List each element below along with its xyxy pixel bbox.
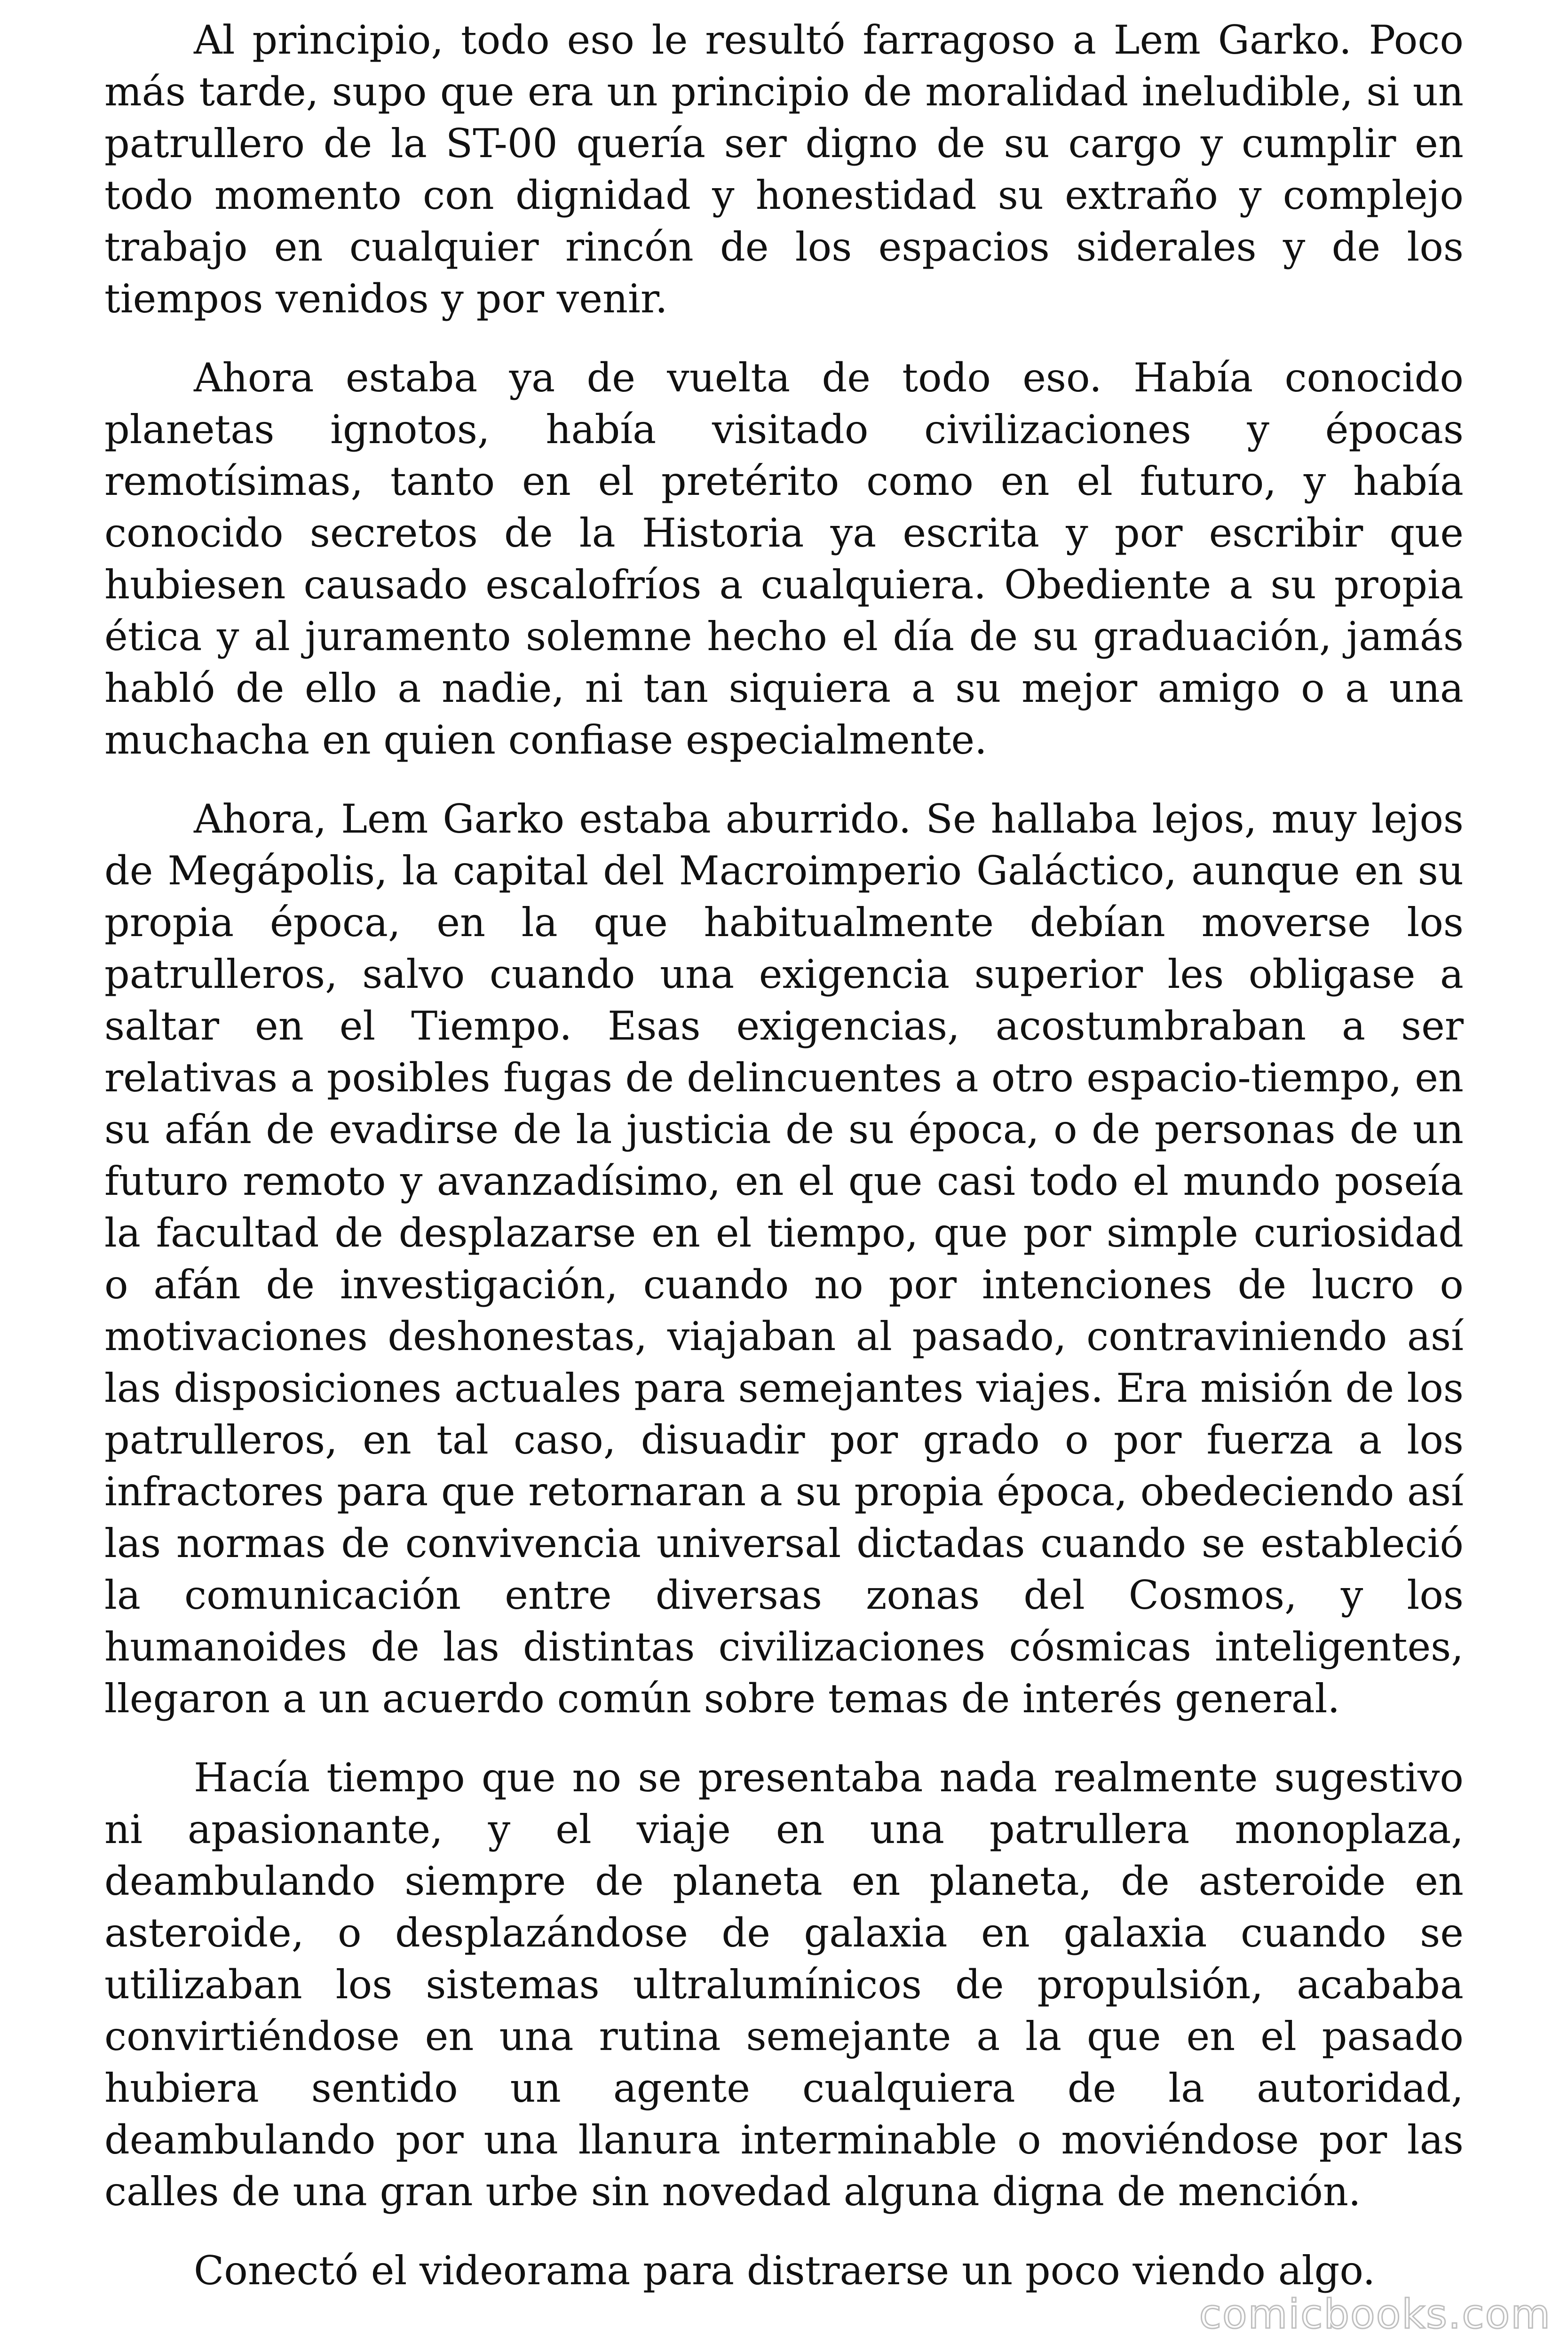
paragraph-4: Hacía tiempo que no se presentaba nada realmente sugestivo ni apasionante, y el viaje en una patrullera monoplaza, deambulando siempre de planeta en planeta, de asteroide en asteroide, o desplazándose de galaxia en galaxia cuando se utilizaban los sistemas ultralumínicos de propulsión, acababa convirtiéndose en una rutina semejante a la que en el pasado hubiera sentido un agente cualquiera de la autoridad, deambulando por una llanura interminable o moviéndose por las calles de una gran urbe sin novedad alguna digna de mención. — [104, 1755, 1464, 2215]
body-text — [104, 14, 1464, 2296]
watermark: comicbooks.com — [1199, 2291, 1551, 2338]
paragraph-1: Al principio, todo eso le resultó farragoso a Lem Garko. Poco más tarde, supo que era un principio de moralidad ineludible, si un patrullero de la ST-00 quería ser digno de su cargo y cumplir en todo momento con dignidad y honestidad su extraño y complejo trabajo en cualquier rincón de los espacios siderales y de los tiempos venidos y por venir. — [104, 17, 1464, 322]
paragraph-3: Ahora, Lem Garko estaba aburrido. Se hallaba lejos, muy lejos de Megápolis, la capital del Macroimperio Galáctico, aunque en su propia época, en la que habitualmente debían moverse los patrulleros, salvo cuando una exigencia superior les obligase a saltar en el Tiempo. Esas exigencias, acostumbraban a ser relativas a posibles fugas de delincuentes a otro espacio-tiempo, en su afán de evadirse de la justicia de su época, o de personas de un futuro remoto y avanzadísimo, en el que casi todo el mundo poseía la facultad de desplazarse en el tiempo, que por simple curiosidad o afán de investigación, cuando no por intenciones de lucro o motivaciones deshonestas, viajaban al pasado, contraviniendo así las disposiciones actuales para semejantes viajes. Era misión de los patrulleros, en tal caso, disuadir por grado o por fuerza a los infractores para que retornaran a su propia época, obedeciendo así las normas de convivencia universal dictadas cuando se estableció la comunicación entre diversas zonas del Cosmos, y los humanoides de las distintas civilizaciones cósmicas inteligentes, llegaron a un acuerdo común sobre temas de interés general. — [104, 796, 1464, 1722]
paragraph-2: Ahora estaba ya de vuelta de todo eso. Había conocido planetas ignotos, había visitado civilizaciones y épocas remotísimas, tanto en el pretérito como en el futuro, y había conocido secretos de la Historia ya escrita y por escribir que hubiesen causado escalofríos a cualquiera. Obediente a su propia ética y al juramento solemne hecho el día de su graduación, jamás habló de ello a nadie, ni tan siquiera a su mejor amigo o a una muchacha en quien confiase especialmente. — [104, 355, 1464, 763]
paragraph-5: Conectó el videorama para distraerse un poco viendo algo. — [194, 2248, 1376, 2294]
